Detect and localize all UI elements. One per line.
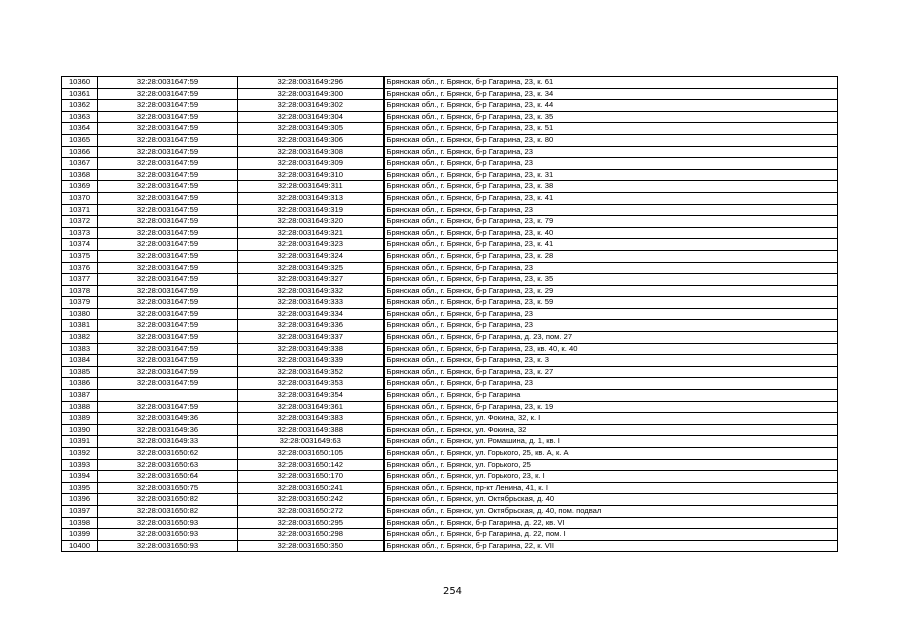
address-cell: Брянская обл., г. Брянск, б-р Гагарина, 23, к. 80 [384,134,838,146]
table-row [62,169,838,181]
row-number-cell: 10360 [62,77,98,89]
object-cadastral-number-cell: 32:28:0031649:323 [238,239,384,251]
row-number-cell: 10385 [62,366,98,378]
address-cell: Брянская обл., г. Брянск, б-р Гагарина, 23, к. 59 [384,297,838,309]
land-cadastral-number-cell: 32:28:0031649:36 [98,413,238,425]
row-number-cell: 10363 [62,111,98,123]
table-row [62,448,838,460]
address-cell: Брянская обл., г. Брянск, ул. Ромашина, д. 1, кв. I [384,436,838,448]
object-cadastral-number-cell: 32:28:0031649:304 [238,111,384,123]
address-cell: Брянская обл., г. Брянск, б-р Гагарина, 22, к. VII [384,540,838,552]
land-cadastral-number-cell: 32:28:0031647:59 [98,192,238,204]
row-number-cell: 10394 [62,471,98,483]
address-cell: Брянская обл., г. Брянск, б-р Гагарина, 23 [384,146,838,158]
object-cadastral-number-cell: 32:28:0031649:320 [238,216,384,228]
row-number-cell: 10387 [62,390,98,402]
table-row [62,494,838,506]
address-cell: Брянская обл., г. Брянск, б-р Гагарина, 23, к. 51 [384,123,838,135]
row-number-cell: 10395 [62,482,98,494]
row-number-cell: 10400 [62,540,98,552]
land-cadastral-number-cell: 32:28:0031647:59 [98,343,238,355]
land-cadastral-number-cell: 32:28:0031647:59 [98,378,238,390]
table-row [62,227,838,239]
land-cadastral-number-cell: 32:28:0031647:59 [98,285,238,297]
object-cadastral-number-cell: 32:28:0031649:327 [238,274,384,286]
row-number-cell: 10399 [62,529,98,541]
address-cell: Брянская обл., г. Брянск, б-р Гагарина, 23, к. 35 [384,274,838,286]
address-cell: Брянская обл., г. Брянск, б-р Гагарина, д. 22, пом. I [384,529,838,541]
row-number-cell: 10367 [62,158,98,170]
object-cadastral-number-cell: 32:28:0031649:311 [238,181,384,193]
land-cadastral-number-cell: 32:28:0031647:59 [98,123,238,135]
row-number-cell: 10379 [62,297,98,309]
row-number-cell: 10361 [62,88,98,100]
object-cadastral-number-cell: 32:28:0031649:336 [238,320,384,332]
address-cell: Брянская обл., г. Брянск, б-р Гагарина, 23, к. 31 [384,169,838,181]
row-number-cell: 10384 [62,355,98,367]
object-cadastral-number-cell: 32:28:0031649:306 [238,134,384,146]
table-row [62,77,838,89]
object-cadastral-number-cell: 32:28:0031650:242 [238,494,384,506]
table-row [62,250,838,262]
land-cadastral-number-cell: 32:28:0031649:36 [98,424,238,436]
table-row [62,459,838,471]
table-row [62,134,838,146]
land-cadastral-number-cell: 32:28:0031647:59 [98,262,238,274]
land-cadastral-number-cell: 32:28:0031650:62 [98,448,238,460]
object-cadastral-number-cell: 32:28:0031649:321 [238,227,384,239]
address-cell: Брянская обл., г. Брянск, б-р Гагарина, 23, к. 34 [384,88,838,100]
address-cell: Брянская обл., г. Брянск, ул. Октябрьская, д. 40 [384,494,838,506]
table-row [62,111,838,123]
address-cell: Брянская обл., г. Брянск, б-р Гагарина, 23, к. 44 [384,100,838,112]
row-number-cell: 10374 [62,239,98,251]
object-cadastral-number-cell: 32:28:0031649:300 [238,88,384,100]
row-number-cell: 10368 [62,169,98,181]
row-number-cell: 10382 [62,332,98,344]
land-cadastral-number-cell: 32:28:0031647:59 [98,204,238,216]
address-cell: Брянская обл., г. Брянск, б-р Гагарина, 23, к. 28 [384,250,838,262]
land-cadastral-number-cell: 32:28:0031647:59 [98,158,238,170]
table-row [62,123,838,135]
table-row [62,343,838,355]
land-cadastral-number-cell [98,390,238,402]
table-row [62,366,838,378]
land-cadastral-number-cell: 32:28:0031647:59 [98,88,238,100]
row-number-cell: 10377 [62,274,98,286]
address-cell: Брянская обл., г. Брянск, ул. Фокина, 32 [384,424,838,436]
row-number-cell: 10398 [62,517,98,529]
table-row [62,285,838,297]
object-cadastral-number-cell: 32:28:0031649:325 [238,262,384,274]
table-row [62,146,838,158]
table-row [62,100,838,112]
land-cadastral-number-cell: 32:28:0031647:59 [98,146,238,158]
table-row [62,540,838,552]
row-number-cell: 10390 [62,424,98,436]
table-row [62,332,838,344]
object-cadastral-number-cell: 32:28:0031649:332 [238,285,384,297]
land-cadastral-number-cell: 32:28:0031647:59 [98,401,238,413]
address-cell: Брянская обл., г. Брянск, б-р Гагарина, 23, к. 41 [384,239,838,251]
row-number-cell: 10371 [62,204,98,216]
address-cell: Брянская обл., г. Брянск, ул. Октябрьская, д. 40, пом. подвал [384,505,838,517]
table-row [62,308,838,320]
table-row [62,88,838,100]
land-cadastral-number-cell: 32:28:0031647:59 [98,134,238,146]
address-cell: Брянская обл., г. Брянск, б-р Гагарина, д. 22, кв. VI [384,517,838,529]
row-number-cell: 10396 [62,494,98,506]
address-cell: Брянская обл., г. Брянск, б-р Гагарина, 23, к. 35 [384,111,838,123]
table-body [62,77,838,552]
address-cell: Брянская обл., г. Брянск, б-р Гагарина, 23 [384,320,838,332]
address-cell: Брянская обл., г. Брянск, б-р Гагарина, 23 [384,158,838,170]
table-row [62,401,838,413]
object-cadastral-number-cell: 32:28:0031649:353 [238,378,384,390]
row-number-cell: 10381 [62,320,98,332]
land-cadastral-number-cell: 32:28:0031647:59 [98,77,238,89]
table-row [62,413,838,425]
address-cell: Брянская обл., г. Брянск, б-р Гагарина, 23, к. 40 [384,227,838,239]
land-cadastral-number-cell: 32:28:0031647:59 [98,332,238,344]
row-number-cell: 10366 [62,146,98,158]
land-cadastral-number-cell: 32:28:0031647:59 [98,274,238,286]
land-cadastral-number-cell: 32:28:0031647:59 [98,181,238,193]
address-cell: Брянская обл., г. Брянск, ул. Фокина, 32, к. I [384,413,838,425]
land-cadastral-number-cell: 32:28:0031647:59 [98,100,238,112]
address-cell: Брянская обл., г. Брянск, б-р Гагарина, 23, кв. 40, к. 40 [384,343,838,355]
object-cadastral-number-cell: 32:28:0031649:305 [238,123,384,135]
address-cell: Брянская обл., г. Брянск, б-р Гагарина [384,390,838,402]
table-row [62,239,838,251]
row-number-cell: 10383 [62,343,98,355]
table-row [62,216,838,228]
object-cadastral-number-cell: 32:28:0031649:310 [238,169,384,181]
object-cadastral-number-cell: 32:28:0031649:333 [238,297,384,309]
object-cadastral-number-cell: 32:28:0031649:308 [238,146,384,158]
land-cadastral-number-cell: 32:28:0031647:59 [98,297,238,309]
object-cadastral-number-cell: 32:28:0031649:319 [238,204,384,216]
row-number-cell: 10365 [62,134,98,146]
object-cadastral-number-cell: 32:28:0031649:302 [238,100,384,112]
address-cell: Брянская обл., г. Брянск, пр-кт Ленина, 41, к. I [384,482,838,494]
land-cadastral-number-cell: 32:28:0031647:59 [98,250,238,262]
land-cadastral-number-cell: 32:28:0031650:64 [98,471,238,483]
row-number-cell: 10393 [62,459,98,471]
address-cell: Брянская обл., г. Брянск, б-р Гагарина, д. 23, пом. 27 [384,332,838,344]
address-cell: Брянская обл., г. Брянск, б-р Гагарина, 23 [384,378,838,390]
land-cadastral-number-cell: 32:28:0031647:59 [98,169,238,181]
address-cell: Брянская обл., г. Брянск, б-р Гагарина, 23, к. 61 [384,77,838,89]
table-row [62,505,838,517]
address-cell: Брянская обл., г. Брянск, ул. Горького, 25, кв. А, к. А [384,448,838,460]
land-cadastral-number-cell: 32:28:0031647:59 [98,355,238,367]
row-number-cell: 10369 [62,181,98,193]
row-number-cell: 10386 [62,378,98,390]
table-row [62,297,838,309]
object-cadastral-number-cell: 32:28:0031649:334 [238,308,384,320]
table-row [62,320,838,332]
table-row [62,517,838,529]
land-cadastral-number-cell: 32:28:0031647:59 [98,366,238,378]
land-cadastral-number-cell: 32:28:0031650:93 [98,529,238,541]
land-cadastral-number-cell: 32:28:0031649:33 [98,436,238,448]
row-number-cell: 10373 [62,227,98,239]
row-number-cell: 10378 [62,285,98,297]
object-cadastral-number-cell: 32:28:0031649:337 [238,332,384,344]
table-row [62,262,838,274]
row-number-cell: 10389 [62,413,98,425]
object-cadastral-number-cell: 32:28:0031649:63 [238,436,384,448]
object-cadastral-number-cell: 32:28:0031649:352 [238,366,384,378]
table-row [62,378,838,390]
land-cadastral-number-cell: 32:28:0031647:59 [98,111,238,123]
table-row [62,181,838,193]
table-row [62,471,838,483]
object-cadastral-number-cell: 32:28:0031650:241 [238,482,384,494]
land-cadastral-number-cell: 32:28:0031650:82 [98,505,238,517]
table-row [62,529,838,541]
object-cadastral-number-cell: 32:28:0031650:298 [238,529,384,541]
land-cadastral-number-cell: 32:28:0031650:75 [98,482,238,494]
object-cadastral-number-cell: 32:28:0031650:142 [238,459,384,471]
land-cadastral-number-cell: 32:28:0031650:93 [98,517,238,529]
address-cell: Брянская обл., г. Брянск, б-р Гагарина, 23 [384,308,838,320]
address-cell: Брянская обл., г. Брянск, б-р Гагарина, 23, к. 19 [384,401,838,413]
table-row [62,274,838,286]
table-row [62,204,838,216]
cadastral-table [61,76,838,552]
object-cadastral-number-cell: 32:28:0031649:309 [238,158,384,170]
object-cadastral-number-cell: 32:28:0031650:170 [238,471,384,483]
row-number-cell: 10380 [62,308,98,320]
object-cadastral-number-cell: 32:28:0031649:388 [238,424,384,436]
row-number-cell: 10376 [62,262,98,274]
address-cell: Брянская обл., г. Брянск, ул. Горького, 23, к. I [384,471,838,483]
object-cadastral-number-cell: 32:28:0031649:339 [238,355,384,367]
object-cadastral-number-cell: 32:28:0031649:296 [238,77,384,89]
land-cadastral-number-cell: 32:28:0031650:93 [98,540,238,552]
land-cadastral-number-cell: 32:28:0031647:59 [98,320,238,332]
row-number-cell: 10364 [62,123,98,135]
object-cadastral-number-cell: 32:28:0031650:295 [238,517,384,529]
address-cell: Брянская обл., г. Брянск, б-р Гагарина, 23, к. 27 [384,366,838,378]
land-cadastral-number-cell: 32:28:0031647:59 [98,308,238,320]
land-cadastral-number-cell: 32:28:0031650:63 [98,459,238,471]
land-cadastral-number-cell: 32:28:0031647:59 [98,227,238,239]
row-number-cell: 10391 [62,436,98,448]
page-number: 254 [442,586,463,597]
object-cadastral-number-cell: 32:28:0031649:338 [238,343,384,355]
object-cadastral-number-cell: 32:28:0031650:105 [238,448,384,460]
row-number-cell: 10362 [62,100,98,112]
row-number-cell: 10372 [62,216,98,228]
row-number-cell: 10392 [62,448,98,460]
object-cadastral-number-cell: 32:28:0031649:313 [238,192,384,204]
address-cell: Брянская обл., г. Брянск, б-р Гагарина, 23, к. 29 [384,285,838,297]
table-row [62,390,838,402]
address-cell: Брянская обл., г. Брянск, б-р Гагарина, 23, к. 79 [384,216,838,228]
table-row [62,436,838,448]
address-cell: Брянская обл., г. Брянск, б-р Гагарина, 23, к. 41 [384,192,838,204]
table-row [62,482,838,494]
object-cadastral-number-cell: 32:28:0031649:354 [238,390,384,402]
address-cell: Брянская обл., г. Брянск, б-р Гагарина, 23 [384,262,838,274]
row-number-cell: 10375 [62,250,98,262]
land-cadastral-number-cell: 32:28:0031647:59 [98,239,238,251]
object-cadastral-number-cell: 32:28:0031650:272 [238,505,384,517]
address-cell: Брянская обл., г. Брянск, б-р Гагарина, 23 [384,204,838,216]
address-cell: Брянская обл., г. Брянск, б-р Гагарина, 23, к. 38 [384,181,838,193]
land-cadastral-number-cell: 32:28:0031650:82 [98,494,238,506]
address-cell: Брянская обл., г. Брянск, б-р Гагарина, 23, к. 3 [384,355,838,367]
table-row [62,158,838,170]
row-number-cell: 10370 [62,192,98,204]
row-number-cell: 10397 [62,505,98,517]
table-row [62,192,838,204]
row-number-cell: 10388 [62,401,98,413]
land-cadastral-number-cell: 32:28:0031647:59 [98,216,238,228]
table-row [62,355,838,367]
table-row [62,424,838,436]
address-cell: Брянская обл., г. Брянск, ул. Горького, 25 [384,459,838,471]
object-cadastral-number-cell: 32:28:0031649:383 [238,413,384,425]
object-cadastral-number-cell: 32:28:0031649:361 [238,401,384,413]
object-cadastral-number-cell: 32:28:0031649:324 [238,250,384,262]
object-cadastral-number-cell: 32:28:0031650:350 [238,540,384,552]
